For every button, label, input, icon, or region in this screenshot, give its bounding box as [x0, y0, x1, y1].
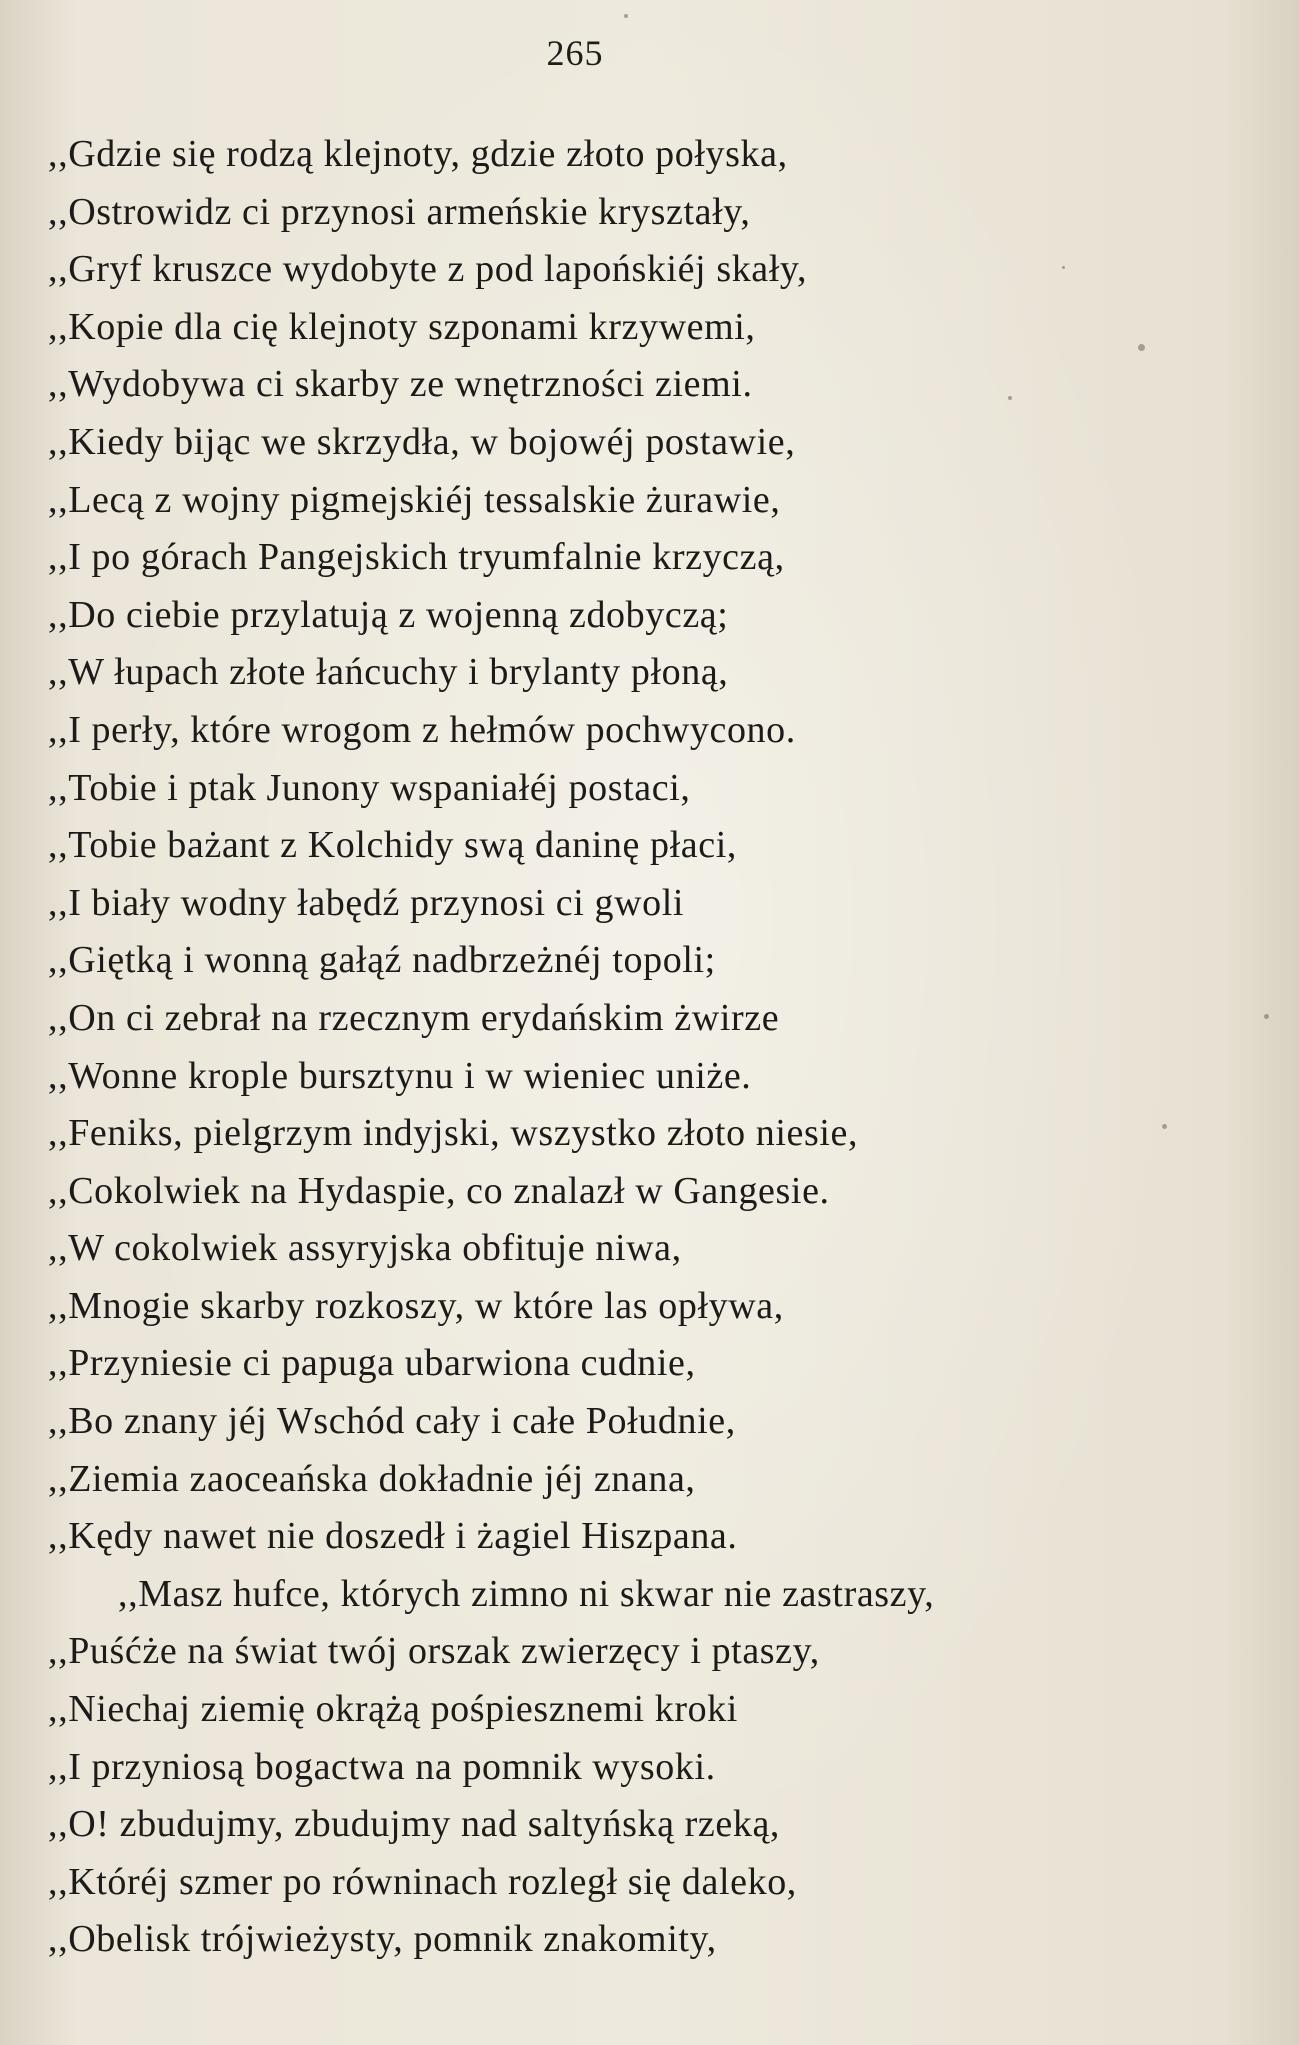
poem-line: ,,I po górach Pangejskich tryumfalnie krzyczą,	[48, 536, 785, 579]
poem-line: ,,Giętką i wonną gałąź nadbrzeżnéj topoli;	[48, 939, 716, 982]
poem-line: ,,Kiedy bijąc we skrzydła, w bojowéj postawie,	[48, 420, 796, 463]
poem-line: ,,Do ciebie przylatują z wojenną zdobyczą;	[48, 593, 729, 636]
poem-line: ,,Kopie dla cię klejnoty szponami krzywemi,	[48, 305, 756, 348]
poem-line: ,,Przyniesie ci papuga ubarwiona cudnie,	[48, 1342, 696, 1385]
poem-line: ,,Cokolwiek na Hydaspie, co znalazł w Gangesie.	[48, 1169, 830, 1212]
poem-line: ,,Tobie bażant z Kolchidy swą daninę płaci,	[48, 824, 737, 867]
poem-line: ,,Ostrowidz ci przynosi armeńskie kryształy,	[48, 190, 751, 233]
poem-line: ,,Tobie i ptak Junony wspaniałéj postaci,	[48, 766, 691, 809]
poem-line: ,,Obelisk trójwieżysty, pomnik znakomity,	[48, 1918, 717, 1961]
poem-line: ,,W cokolwiek assyryjska obfituje niwa,	[48, 1227, 682, 1270]
poem-line: ,,Ziemia zaoceańska dokładnie jéj znana,	[48, 1457, 696, 1500]
poem-line: ,,I biały wodny łabędź przynosi ci gwoli	[48, 881, 685, 924]
poem-line: ,,I perły, które wrogom z hełmów pochwycono.	[48, 708, 796, 751]
poem-line: ,,Niechaj ziemię okrążą pośpiesznemi kroki	[48, 1688, 738, 1731]
poem-line: ,,Bo znany jéj Wschód cały i całe Południe,	[48, 1400, 736, 1443]
paper-speck	[1138, 344, 1145, 351]
poem-line: ,,I przyniosą bogactwa na pomnik wysoki.	[48, 1745, 716, 1788]
poem-line: ,,Kędy nawet nie doszedł i żagiel Hiszpana.	[48, 1515, 738, 1558]
poem-line: ,,Puśćże na świat twój orszak zwierzęcy i ptaszy,	[48, 1630, 820, 1673]
page-number: 265	[546, 33, 604, 73]
poem-line: ,,Któréj szmer po równinach rozległ się daleko,	[48, 1860, 797, 1903]
paper-speck	[1264, 1014, 1269, 1019]
paper-speck	[1008, 396, 1012, 400]
poem-line: ,,O! zbudujmy, zbudujmy nad saltyńską rzeką,	[48, 1803, 781, 1846]
paper-speck	[1062, 266, 1065, 269]
poem-line: ,,Gryf kruszce wydobyte z pod lapońskiéj skały,	[48, 248, 808, 291]
poem-line: ,,Wonne krople bursztynu i w wieniec uniże.	[48, 1054, 752, 1097]
poem-line: ,,Lecą z wojny pigmejskiéj tessalskie żurawie,	[48, 478, 781, 521]
poem-line: ,,Wydobywa ci skarby ze wnętrzności ziemi.	[48, 363, 753, 406]
poem-line: ,,W łupach złote łańcuchy i brylanty płoną,	[48, 651, 729, 694]
poem-line: ,,Masz hufce, których zimno ni skwar nie zastraszy,	[118, 1572, 935, 1615]
paper-speck	[624, 14, 628, 18]
poem-line: ,,Gdzie się rodzą klejnoty, gdzie złoto połyska,	[48, 133, 788, 175]
poem-line: ,,Feniks, pielgrzym indyjski, wszystko złoto niesie,	[48, 1112, 859, 1155]
poem-text	[48, 126, 1268, 1969]
paper-speck	[1162, 1124, 1167, 1129]
poem-line: ,,Mnogie skarby rozkoszy, w które las opływa,	[48, 1284, 784, 1327]
poem-line: ,,On ci zebrał na rzecznym erydańskim żwirze	[48, 996, 780, 1039]
